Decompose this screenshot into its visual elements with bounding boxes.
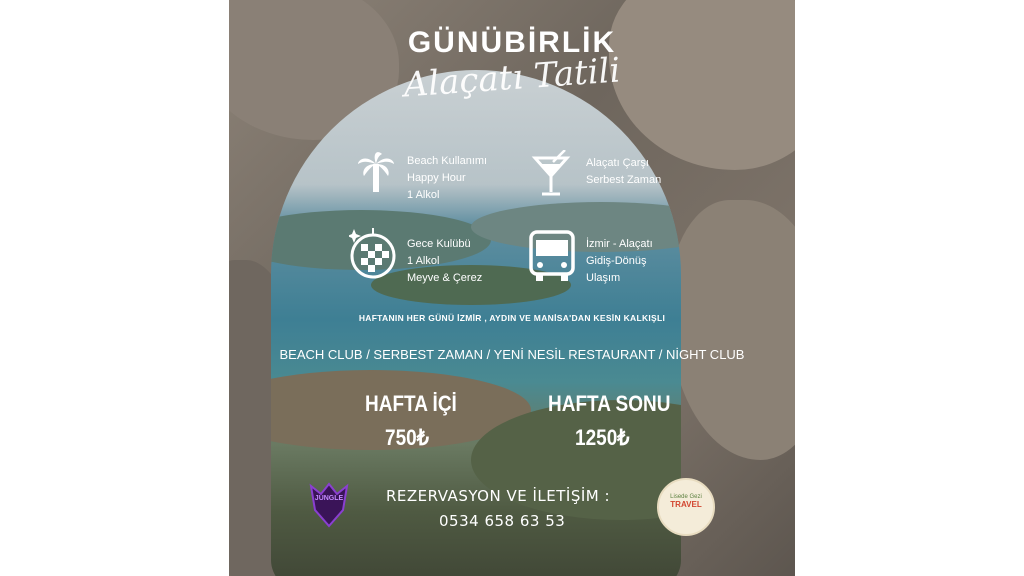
feature-transfer (586, 236, 653, 287)
feature-line: Ulaşım (586, 272, 621, 284)
feature-line: İzmir - Alaçatı (586, 238, 653, 250)
activities-list: BEACH CLUB / SERBEST ZAMAN / YENİ NESİL RESTAURANT / NİGHT CLUB (279, 347, 745, 362)
feature-line: Gece Kulübü (407, 238, 471, 250)
jungle-logo-text: JUNGLE (314, 495, 344, 502)
feature-carsi (586, 155, 661, 189)
price-weekday-value: 750₺ (385, 426, 429, 451)
poster (229, 0, 795, 576)
departure-note: HAFTANIN HER GÜNÜ İZMİR , AYDIN VE MANİSA'DAN KESİN KALKIŞLI (358, 313, 666, 323)
feature-line: Meyve & Çerez (407, 272, 483, 284)
disco-ball-icon (349, 228, 397, 280)
feature-line: Happy Hour (407, 172, 466, 184)
feature-line: 1 Alkol (407, 189, 440, 201)
poster-title: GÜNÜBİRLİK (407, 26, 617, 59)
feature-line: Gidiş-Dönüş (586, 255, 647, 267)
feature-line: Alaçatı Çarşı (586, 157, 649, 169)
feature-line: Beach Kullanımı (407, 155, 488, 167)
bus-icon (527, 230, 577, 282)
jungle-logo (305, 480, 353, 528)
feature-beach (407, 153, 487, 204)
rock-texture (669, 200, 795, 460)
travel-logo-line2: TRAVEL (670, 500, 702, 509)
script-subtitle: Alaçatı Tatili (402, 50, 622, 106)
contact-title: REZERVASYON VE İLETİŞİM : (386, 487, 611, 505)
feature-line: 1 Alkol (407, 255, 440, 267)
feature-line: Serbest Zaman (586, 174, 662, 186)
price-weekend-value: 1250₺ (575, 426, 630, 451)
price-weekday-label: HAFTA İÇİ (365, 392, 457, 417)
palm-tree-icon (356, 150, 396, 194)
phone-number: 0534 658 63 53 (439, 512, 566, 530)
price-weekend-label: HAFTA SONU (548, 392, 671, 417)
travel-logo (657, 478, 715, 536)
cocktail-icon (531, 150, 571, 198)
feature-nightclub (407, 236, 482, 287)
travel-logo-line1: Lisede Gezi (670, 494, 702, 500)
